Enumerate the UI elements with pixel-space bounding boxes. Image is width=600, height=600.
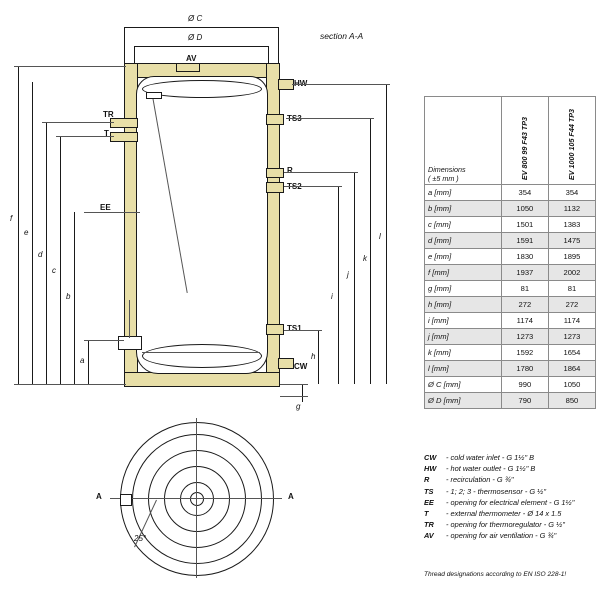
- row-value: 1501: [501, 217, 548, 233]
- legend-desc: - cold water inlet - G 1½" B: [446, 453, 535, 462]
- dim-g-label: g: [296, 402, 301, 411]
- port-r: [266, 168, 284, 178]
- dim-e-label: e: [24, 228, 29, 237]
- row-value: 1864: [548, 361, 595, 377]
- legend: [424, 452, 600, 542]
- port-cw: [278, 358, 294, 369]
- dim-j-line: [354, 172, 355, 384]
- dim-b-label: b: [66, 292, 71, 301]
- table-row: [425, 233, 596, 249]
- dim-e-line: [32, 82, 33, 384]
- dim-dia-c-ext-left: [124, 27, 125, 65]
- dim-i-label: i: [331, 292, 333, 301]
- top-view-drawing: [96, 418, 336, 598]
- port-ts1: [266, 324, 284, 335]
- dim-dia-d-label: Ø D: [188, 33, 203, 42]
- row-label: e [mm]: [425, 249, 502, 265]
- dim-g-ext-top: [280, 384, 308, 385]
- dim-l-line: [386, 84, 387, 384]
- port-t: [110, 132, 138, 142]
- legend-key: TR: [424, 520, 434, 530]
- dim-i-line: [338, 186, 339, 384]
- legend-desc: - opening for air ventilation - G ¾": [446, 531, 557, 541]
- label-r: R: [287, 166, 293, 175]
- legend-desc: - 1; 2; 3 - thermosensor - G ½": [446, 486, 546, 496]
- label-ts3: TS3: [287, 114, 302, 123]
- table-row: [425, 281, 596, 297]
- table-row: [425, 361, 596, 377]
- dim-l-ext-top: [292, 84, 390, 85]
- table-row: [425, 185, 596, 201]
- row-value: 272: [501, 297, 548, 313]
- legend-key: T: [424, 509, 429, 519]
- row-value: 1592: [501, 345, 548, 361]
- table-row: [425, 345, 596, 361]
- table-header-row: [425, 97, 596, 185]
- thread-note: Thread designations according to EN ISO 228-1!: [424, 571, 567, 578]
- dimensions-table: [424, 96, 596, 409]
- row-value: 1174: [501, 313, 548, 329]
- dim-l-label: l: [379, 232, 381, 241]
- tank-bottom-inner-line: [142, 352, 260, 353]
- label-ts1: TS1: [287, 324, 302, 333]
- row-label: g [mm]: [425, 281, 502, 297]
- topview-port-marker: [120, 494, 132, 506]
- row-label: k [mm]: [425, 345, 502, 361]
- column-header-1: EV 1000 105 F44 TP3: [548, 97, 595, 185]
- row-value: 850: [548, 393, 595, 409]
- dimensions-header-cell: Dimensions ( ±5 mm ): [425, 97, 502, 185]
- section-title: section A-A: [320, 31, 364, 41]
- dim-j-ext: [284, 172, 358, 173]
- legend-desc: - recirculation - G ¾": [446, 475, 514, 485]
- dim-dia-c-line: [124, 27, 278, 28]
- port-tr: [110, 118, 138, 128]
- row-value: 1273: [548, 329, 595, 345]
- label-t: T: [104, 129, 109, 138]
- row-label: c [mm]: [425, 217, 502, 233]
- table-row: [425, 265, 596, 281]
- dim-dia-c-label: Ø C: [188, 14, 203, 23]
- table-row: [425, 249, 596, 265]
- dim-d-ext: [42, 122, 114, 123]
- section-aa-drawing: [0, 0, 420, 410]
- row-value: 1654: [548, 345, 595, 361]
- tank-bottom-dome-line: [142, 344, 262, 368]
- dim-d-line: [46, 122, 47, 384]
- label-cw: CW: [294, 362, 308, 371]
- dim-i-ext: [284, 186, 342, 187]
- label-tr: TR: [103, 110, 114, 119]
- ee-leader: [84, 212, 140, 213]
- row-value: 81: [548, 281, 595, 297]
- dim-f-ext-top: [14, 66, 126, 67]
- row-value: 1937: [501, 265, 548, 281]
- legend-desc: - hot water outlet - G 1½" B: [446, 464, 536, 474]
- table-row: [425, 329, 596, 345]
- legend-key: AV: [424, 531, 434, 541]
- label-ts2: TS2: [287, 182, 302, 191]
- row-value: 1132: [548, 201, 595, 217]
- dim-dia-d-line: [134, 46, 268, 47]
- table-row: [425, 201, 596, 217]
- row-value: 1050: [501, 201, 548, 217]
- row-value: 81: [501, 281, 548, 297]
- dim-c-ext: [56, 136, 114, 137]
- dim-c-label: c: [52, 266, 56, 275]
- dim-j-label: j: [347, 270, 349, 279]
- dim-c-line: [60, 136, 61, 384]
- label-hw: HW: [294, 79, 308, 88]
- dim-a-ext: [84, 340, 124, 341]
- table-row: [425, 393, 596, 409]
- table-row: [425, 217, 596, 233]
- anode-head: [146, 92, 162, 99]
- row-label: b [mm]: [425, 201, 502, 217]
- dim-dia-c-ext-right: [278, 27, 279, 65]
- row-value: 272: [548, 297, 595, 313]
- dim-k-label: k: [363, 254, 367, 263]
- legend-item: [424, 474, 600, 485]
- row-value: 1895: [548, 249, 595, 265]
- legend-item: [424, 530, 600, 541]
- row-label: j [mm]: [425, 329, 502, 345]
- legend-item: [424, 508, 600, 519]
- section-marker-a-right: A: [288, 492, 294, 501]
- row-label: Ø D [mm]: [425, 393, 502, 409]
- row-value: 1475: [548, 233, 595, 249]
- port-av: [176, 63, 200, 72]
- dim-h-label: h: [311, 352, 316, 361]
- table-row: [425, 377, 596, 393]
- port-ts3: [266, 114, 284, 125]
- row-label: a [mm]: [425, 185, 502, 201]
- legend-key: TS: [424, 486, 434, 496]
- legend-key: EE: [424, 497, 434, 507]
- legend-item: [424, 519, 600, 530]
- dim-d-label: d: [38, 250, 43, 259]
- table-row: [425, 313, 596, 329]
- dim-a-line: [88, 340, 89, 384]
- dim-a-label: a: [80, 356, 85, 365]
- legend-key: CW: [424, 453, 437, 462]
- row-value: 990: [501, 377, 548, 393]
- row-label: f [mm]: [425, 265, 502, 281]
- legend-item: [424, 463, 600, 474]
- electrical-element-flange: [118, 336, 142, 350]
- dim-f-line: [18, 66, 19, 384]
- dim-h-line: [318, 330, 319, 384]
- legend-item: [424, 497, 600, 508]
- dim-k-ext: [286, 118, 374, 119]
- row-value: 790: [501, 393, 548, 409]
- legend-key: R: [424, 475, 430, 485]
- legend-desc: - opening for electrical element - G 1½": [446, 497, 575, 507]
- table-row: [425, 297, 596, 313]
- insulation-right-wall: [266, 63, 280, 387]
- row-value: 1591: [501, 233, 548, 249]
- row-value: 1383: [548, 217, 595, 233]
- row-value: 1780: [501, 361, 548, 377]
- row-value: 2002: [548, 265, 595, 281]
- section-marker-a-left: A: [96, 492, 102, 501]
- label-ee: EE: [100, 203, 111, 212]
- row-label: h [mm]: [425, 297, 502, 313]
- row-label: i [mm]: [425, 313, 502, 329]
- column-header-0: EV 800 99 F43 TP3: [501, 97, 548, 185]
- insulation-bottom: [124, 372, 280, 387]
- dim-h-ext: [284, 330, 322, 331]
- row-label: l [mm]: [425, 361, 502, 377]
- dim-g-line: [302, 384, 303, 402]
- row-value: 1050: [548, 377, 595, 393]
- dim-b-line: [74, 212, 75, 384]
- label-av: AV: [186, 54, 197, 63]
- legend-item: [424, 486, 600, 497]
- topview-hub: [190, 492, 204, 506]
- legend-item: [424, 452, 600, 463]
- topview-angle-label: 25°: [134, 534, 147, 543]
- legend-desc: - opening for thermoregulator - G ½": [446, 520, 565, 530]
- dim-f-label: f: [10, 214, 13, 223]
- port-ts2: [266, 182, 284, 193]
- row-value: 1273: [501, 329, 548, 345]
- dim-g-ext-bottom: [280, 396, 308, 397]
- element-stem: [129, 300, 130, 338]
- row-value: 1830: [501, 249, 548, 265]
- legend-key: HW: [424, 464, 437, 474]
- row-label: d [mm]: [425, 233, 502, 249]
- topview-center-v-axis: [196, 418, 197, 578]
- row-value: 1174: [548, 313, 595, 329]
- row-value: 354: [501, 185, 548, 201]
- row-value: 354: [548, 185, 595, 201]
- dim-k-line: [370, 118, 371, 384]
- row-label: Ø C [mm]: [425, 377, 502, 393]
- dim-f-ext-bottom: [14, 384, 126, 385]
- legend-desc: - external thermometer - Ø 14 x 1.5: [446, 509, 562, 519]
